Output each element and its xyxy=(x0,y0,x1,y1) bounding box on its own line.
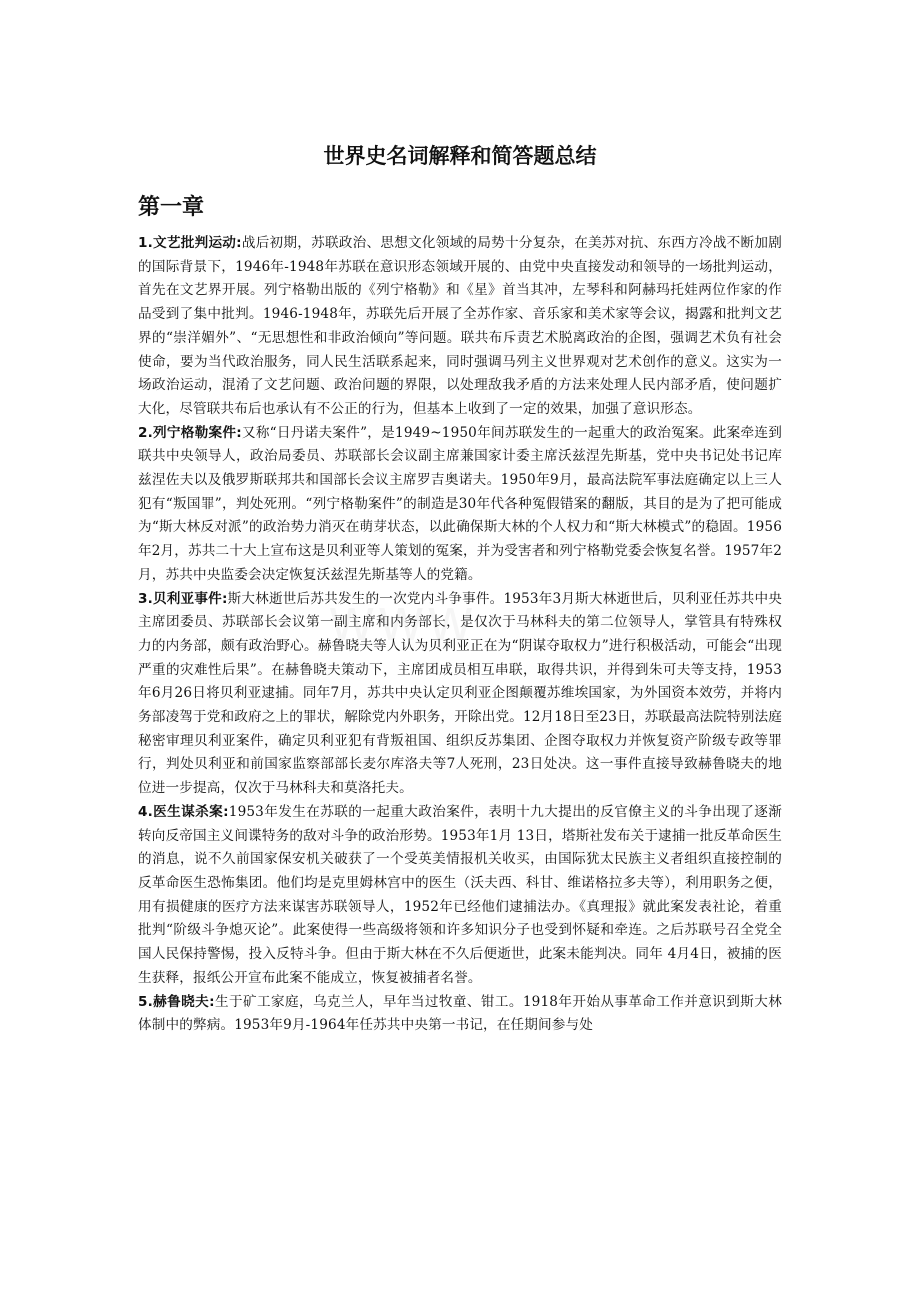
entry-text: 又称“日丹诺夫案件”，是1949~1950年间苏联发生的一起重大的政治冤案。此案牵连到联共中央领导人，政治局委员、苏联部长会议副主席兼国家计委主席沃兹涅先斯基，党中央书记处书记库兹涅佐夫以及俄罗斯联邦共和国部长会议主席罗吉奥诺夫。1950年9月，最高法院军事法庭确定以上三人犯有“叛国罪”，判处死刑。“列宁格勒案件”的制造是30年代各种冤假错案的翻版，其目的是为了把可能成为“斯大林反对派”的政治势力消灭在萌芽状态，以此确保斯大林的个人权力和“斯大林模式”的稳固。1956年2月，苏共二十大上宣布这是贝利亚等人策划的冤案，并为受害者和列宁格勒党委会恢复名誉。1957年2月，苏共中央监委会决定恢复沃兹涅先斯基等人的党籍。 xyxy=(138,424,782,583)
entry-term: 5.赫鲁晓夫: xyxy=(138,993,215,1010)
entry-1 xyxy=(138,232,782,422)
entry-text: 生于矿工家庭，乌克兰人，早年当过牧童、钳工。1918年开始从事革命工作并意识到斯大林体制中的弊病。1953年9月-1964年任苏共中央第一书记，在任期间参与处 xyxy=(138,993,782,1034)
document-title: 世界史名词解释和简答题总结 xyxy=(323,144,597,168)
entry-term: 2.列宁格勒案件: xyxy=(138,424,242,441)
entry-text: 1953年发生在苏联的一起重大政治案件，表明十九大提出的反官僚主义的斗争出现了逐渐转向反帝国主义间谍特务的敌对斗争的政治形势。1953年1月 13日，塔斯社发布关于逮捕一批反革命医生的消息，说不久前国家保安机关破获了一个受英美情报机关收买，由国际犹太民族主义者组织直接控制的反革命医生恐怖集团。他们均是克里姆林宫中的医生（沃夫西、科甘、维诺格拉多夫等），利用职务之便，用有损健康的医疗方法来谋害苏联领导人，1952年已经他们逮捕法办。《真理报》就此案发表社论，着重批判“阶级斗争熄灭论”。此案使得一些高级将领和许多知识分子也受到怀疑和牵连。之后苏联号召全党全国人民保持警惕，投入反特斗争。但由于斯大林在不久后便逝世，此案未能判决。同年 4月4日，被捕的医生获释，报纸公开宣布此案不能成立，恢复被捕者名誉。 xyxy=(138,803,782,986)
entry-term: 1.文艺批判运动: xyxy=(138,235,242,251)
entry-4 xyxy=(138,801,782,991)
entry-text: 战后初期，苏联政治、思想文化领域的局势十分复杂，在美苏对抗、东西方冷战不断加剧的国际背景下，1946年-1948年苏联在意识形态领域开展的、由党中央直接发动和领导的一场批判运动，首先在文艺界开展。列宁格勒出版的《列宁格勒》和《星》首当其冲，左琴科和阿赫玛托娃两位作家的作品受到了集中批判。1946-1948年，苏联先后开展了全苏作家、音乐家和美术家等会议，揭露和批判文艺界的“崇洋媚外”、“无思想性和非政治倾向”等问题。联共布斥责艺术脱离政治的企图，强调艺术负有社会使命，要为当代政治服务，同人民生活联系起来，同时强调马列主义世界观对艺术创作的意义。这实为一场政治运动，混淆了文艺问题、政治问题的界限，以处理敌我矛盾的方法来处理人民内部矛盾，使问题扩大化，尽管联共布后也承认有不公正的行为，但基本上收到了一定的效果，加强了意识形态。 xyxy=(138,235,782,417)
entry-list xyxy=(138,232,782,1038)
entry-text: 斯大林逝世后苏共发生的一次党内斗争事件。1953年3月斯大林逝世后，贝利亚任苏共中央主席团委员、苏联部长会议第一副主席和内务部长，是仅次于马林科夫的第二位领导人，掌管具有特殊权力的内务部，颇有政治野心。赫鲁晓夫等人认为贝利亚正在为“阴谋夺取权力”进行积极活动，可能会“出现严重的灾难性后果”。在赫鲁晓夫策动下，主席团成员相互串联，取得共识，并得到朱可夫等支持，1953年6月26日将贝利亚逮捕。同年7月，苏共中央认定贝利亚企图颠覆苏维埃国家，为外国资本效劳，并将内务部凌驾于党和政府之上的罪状，解除党内外职务，开除出党。12月18日至23日，苏联最高法院特别法庭秘密审理贝利亚案件，确定贝利亚犯有背叛祖国、组织反苏集团、企图夺取权力并恢复资产阶级专政等罪行，判处贝利亚和前国家监察部部长麦尔库洛夫等7人死刑，23日处决。这一事件直接导致赫鲁晓夫的地位进一步提高，仅次于马林科夫和莫洛托夫。 xyxy=(138,590,782,797)
entry-term: 4.医生谋杀案: xyxy=(138,803,229,820)
entry-3 xyxy=(138,588,782,801)
entry-term: 3.贝利亚事件: xyxy=(138,590,228,607)
chapter-heading: 第一章 xyxy=(138,195,205,220)
entry-2 xyxy=(138,422,782,588)
entry-5 xyxy=(138,991,782,1038)
